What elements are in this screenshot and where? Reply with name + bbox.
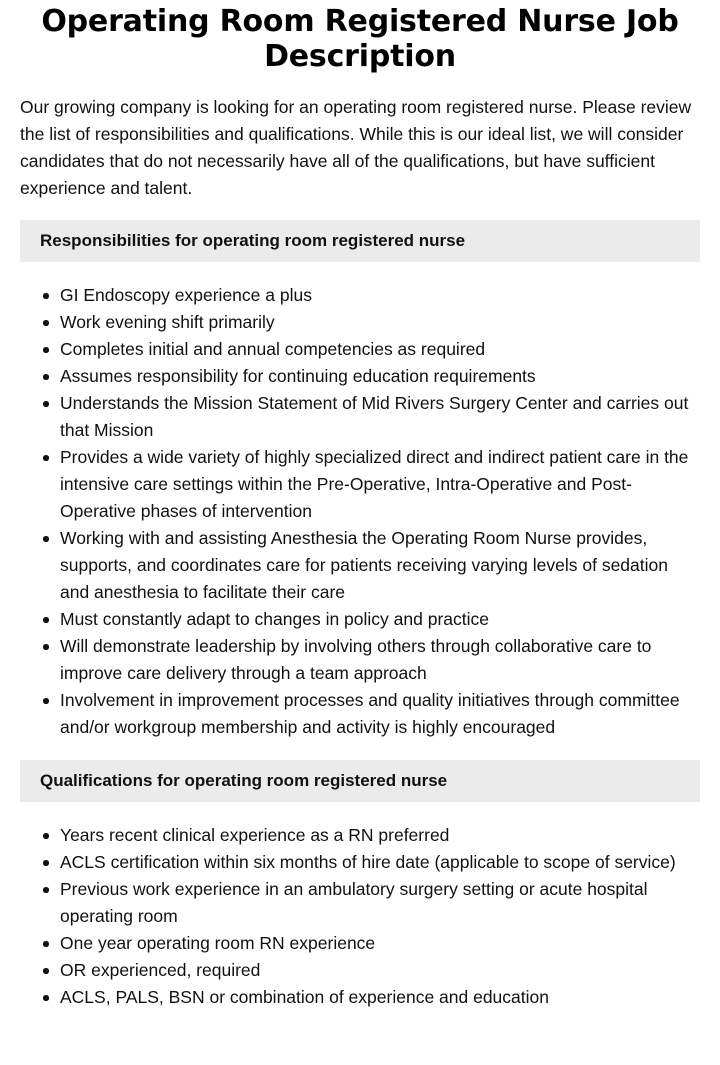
list-item: Work evening shift primarily	[60, 309, 700, 336]
intro-paragraph: Our growing company is looking for an operating room registered nurse. Please review the list of responsibilities and qualifications. While this is our ideal list, we will consider candidates that do not necessarily have all of the qualifications, but have sufficient experience and talent.	[20, 97, 692, 198]
list-item: Working with and assisting Anesthesia the Operating Room Nurse provides, supports, and coordinates care for patients receiving varying levels of sedation and anesthesia to facilitate their care	[60, 525, 700, 606]
list-item: Completes initial and annual competencies as required	[60, 336, 700, 363]
page-title: Operating Room Registered Nurse Job Description	[41, 4, 679, 74]
list-item: Must constantly adapt to changes in policy and practice	[60, 606, 700, 633]
qualifications-list	[20, 822, 700, 1011]
list-item: Understands the Mission Statement of Mid Rivers Surgery Center and carries out that Mission	[60, 390, 700, 444]
responsibilities-heading: Responsibilities for operating room registered nurse	[20, 220, 700, 262]
list-item: Previous work experience in an ambulatory surgery setting or acute hospital operating room	[60, 876, 700, 930]
list-item: ACLS certification within six months of hire date (applicable to scope of service)	[60, 849, 700, 876]
list-item: One year operating room RN experience	[60, 930, 700, 957]
list-item: OR experienced, required	[60, 957, 700, 984]
list-item: Assumes responsibility for continuing education requirements	[60, 363, 700, 390]
list-item: Provides a wide variety of highly specialized direct and indirect patient care in the intensive care settings within the Pre-Operative, Intra-Operative and Post-Operative phases of intervention	[60, 444, 700, 525]
list-item: Years recent clinical experience as a RN preferred	[60, 822, 700, 849]
list-item: Involvement in improvement processes and quality initiatives through committee and/or workgroup membership and activity is highly encouraged	[60, 687, 700, 741]
qualifications-heading: Qualifications for operating room registered nurse	[20, 760, 700, 802]
list-item: GI Endoscopy experience a plus	[60, 282, 700, 309]
responsibilities-list	[20, 282, 700, 741]
list-item: Will demonstrate leadership by involving others through collaborative care to improve care delivery through a team approach	[60, 633, 700, 687]
list-item: ACLS, PALS, BSN or combination of experience and education	[60, 984, 700, 1011]
